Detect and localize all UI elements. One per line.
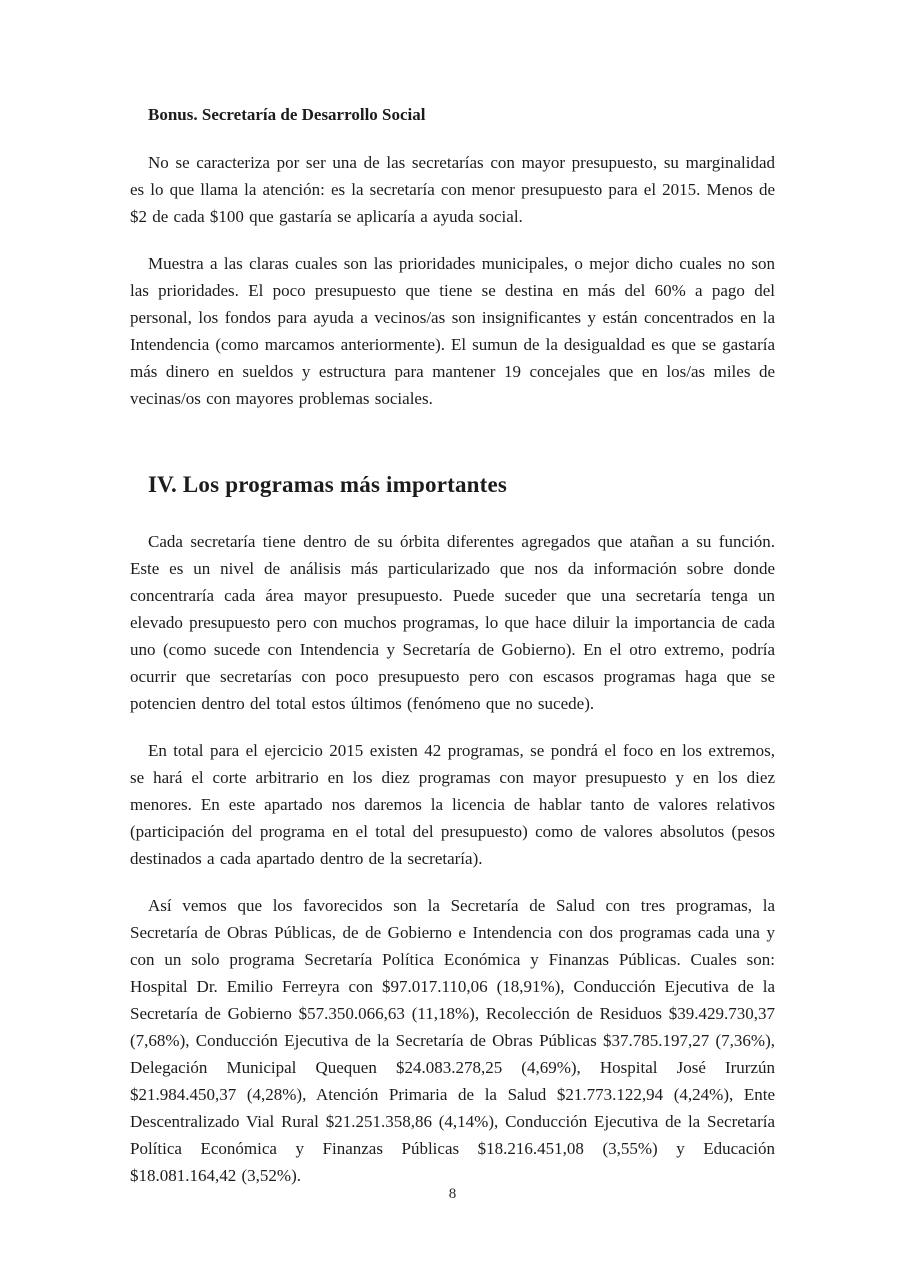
programs-section-heading: IV. Los programas más importantes [148, 472, 508, 497]
bonus-paragraph-2: Muestra a las claras cuales son las prioridades municipales, o mejor dicho cuales no son las prioridades. El poco presupuesto que tiene se destina en más del 60% a pago del personal, los fondos para ayuda a vecinos/as son insignificantes y están concentrados en la Intendencia (como marcamos anteriormente). El sumun de la desigualdad es que se gastaría más dinero en sueldos y estructura para mantener 19 concejales que en los/as miles de vecinas/os con mayores problemas sociales. [130, 254, 775, 408]
bonus-paragraph-1: No se caracteriza por ser una de las secretarías con mayor presupuesto, su marginalidad es lo que llama la atención: es la secretaría con menor presupuesto para el 2015. Menos de $2 de cada $100 que gastaría se aplicaría a ayuda social. [130, 153, 775, 226]
programs-paragraph-1: Cada secretaría tiene dentro de su órbita diferentes agregados que atañan a su función. Este es un nivel de análisis más particularizado que nos da información sobre donde concentraría cada área mayor presupuesto. Puede suceder que una secretaría tenga un elevado presupuesto pero con muchos programas, lo que hace diluir la importancia de cada uno (como sucede con Intendencia y Secretaría de Gobierno). En el otro extremo, podría ocurrir que secretarías con poco presupuesto pero con escasos programas haga que se potencien dentro del total estos últimos (fenómeno que no sucede). [130, 532, 775, 713]
page-number: 8 [448, 1186, 457, 1202]
bonus-section-heading: Bonus. Secretaría de Desarrollo Social [148, 105, 426, 124]
programs-paragraph-2: En total para el ejercicio 2015 existen 42 programas, se pondrá el foco en los extremos, se hará el corte arbitrario en los diez programas con mayor presupuesto y en los diez menores. En este apartado nos daremos la licencia de hablar tanto de valores relativos (participación del programa en el total del presupuesto) como de valores absolutos (pesos destinados a cada apartado dentro de la secretaría). [130, 741, 775, 868]
programs-paragraph-3: Así vemos que los favorecidos son la Secretaría de Salud con tres programas, la Secretaría de Obras Públicas, de de Gobierno e Intendencia con dos programas cada una y con un solo programa Secretaría Política Económica y Finanzas Públicas. Cuales son: Hospital Dr. Emilio Ferreyra con $97.017.110,06 (18,91%), Conducción Ejecutiva de la Secretaría de Gobierno $57.350.066,63 (11,18%), Recolección de Residuos $39.429.730,37 (7,68%), Conducción Ejecutiva de la Secretaría de Obras Públicas $37.785.197,27 (7,36%), Delegación Municipal Quequen $24.083.278,25 (4,69%), Hospital José Irurzún $21.984.450,37 (4,28%), Atención Primaria de la Salud $21.773.122,94 (4,24%), Ente Descentralizado Vial Rural $21.251.358,86 (4,14%), Conducción Ejecutiva de la Secretaría Política Económica y Finanzas Públicas $18.216.451,08 (3,55%) y Educación $18.081.164,42 (3,52%). [130, 896, 775, 1185]
